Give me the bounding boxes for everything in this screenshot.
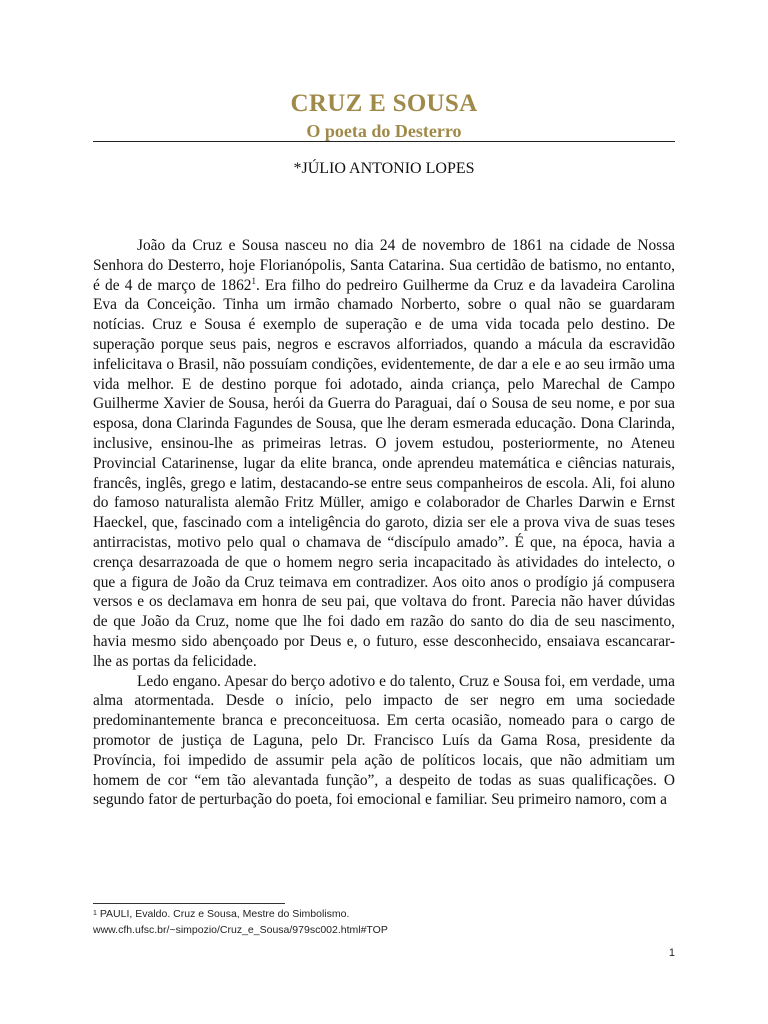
footnote-citation-text: PAULI, Evaldo. Cruz e Sousa, Mestre do Simbolismo. — [96, 908, 350, 920]
document-subtitle: O poeta do Desterro — [306, 121, 462, 141]
title-block — [93, 88, 675, 142]
document-title: CRUZ E SOUSA — [290, 90, 478, 117]
title-divider — [93, 141, 675, 142]
paragraph-2: Ledo engano. Apesar do berço adotivo e do talento, Cruz e Sousa foi, em verdade, uma alma atormentada. Desde o início, pelo impacto de ser negro em uma sociedade predominantemente branca e preconceituosa. Em certa ocasião, nomeado para o cargo de promotor de justiça de Laguna, pelo Dr. Francisco Luís da Gama Rosa, presidente da Província, foi impedido de assumir pela ação de políticos locais, que não admitiam um homem de cor “em tão alevantada função”, a despeito de todas as suas qualificações. O segundo fator de perturbação do poeta, foi emocional e familiar. Seu primeiro namoro, com a — [93, 672, 675, 809]
paragraph-1 — [93, 236, 675, 672]
footnote-mark: 1 — [93, 910, 97, 917]
body-text — [93, 236, 675, 810]
paragraph-1-part-1: João da Cruz e Sousa nasceu no dia 24 de novembro de 1861 na cidade de Nossa Senhora do Desterro, hoje Florianópolis, Santa Catarina. Sua certidão de batismo, no entanto, é de 4 de março de 1862 — [93, 237, 675, 294]
page-number: 1 — [668, 947, 675, 959]
footnote-citation — [93, 906, 675, 922]
footnote-divider — [93, 903, 285, 904]
author-name: *JÚLIO ANTONIO LOPES — [293, 160, 475, 177]
footnote — [93, 906, 675, 938]
footnote-url[interactable]: www.cfh.ufsc.br/~simpozio/Cruz_e_Sousa/979sc002.html#TOP — [93, 924, 388, 936]
footnote-reference[interactable]: 1 — [251, 275, 256, 286]
paragraph-1-part-2: . Era filho do pedreiro Guilherme da Cruz e da lavadeira Carolina Eva da Conceição. Tinha um irmão chamado Norberto, sobre o qual não se guardaram notícias. Cruz e Sousa é exemplo de superação e de uma vida tocada pelo destino. De superação porque seus pais, negros e escravos alforriados, quando a mácula da escravidão infelicitava o Brasil, não possuíam condições, evidentemente, de dar a ele e ao seu irmão uma vida melhor. E de destino porque foi adotado, ainda criança, pelo Marechal de Campo Guilherme Xavier de Sousa, herói da Guerra do Paraguai, daí o Sousa de seu nome, e por sua esposa, dona Clarinda Fagundes de Sousa, que lhe deram esmerada educação. Dona Clarinda, inclusive, ensinou-lhe as primeiras letras. O jovem estudou, posteriormente, no Ateneu Provincial Catarinense, lugar da elite branca, onde aprendeu matemática e ciências naturais, francês, inglês, grego e latim, destacando-se entre seus companheiros de escola. Ali, foi aluno do famoso naturalista alemão Fritz Müller, amigo e colaborador de Charles Darwin e Ernst Haeckel, que, fascinado com a inteligência do garoto, dizia ser ele a prova viva de suas teses antirracistas, motivo pelo qual o chamava de “discípulo amado”. É que, na época, havia a crença desarrazoada de que o homem negro seria incapacitado às atividades do intelecto, o que a figura de João da Cruz teimava em contradizer. Aos oito anos o prodígio já compusera versos e os declamava em honra de seu pai, que voltava do front. Parecia não haver dúvidas de que João da Cruz, nome que lhe foi dado em razão do santo do dia de seu nascimento, havia mesmo sido abençoado por Deus e, o futuro, esse desconhecido, ensaiava escancarar-lhe as portas da felicidade. — [93, 276, 675, 670]
